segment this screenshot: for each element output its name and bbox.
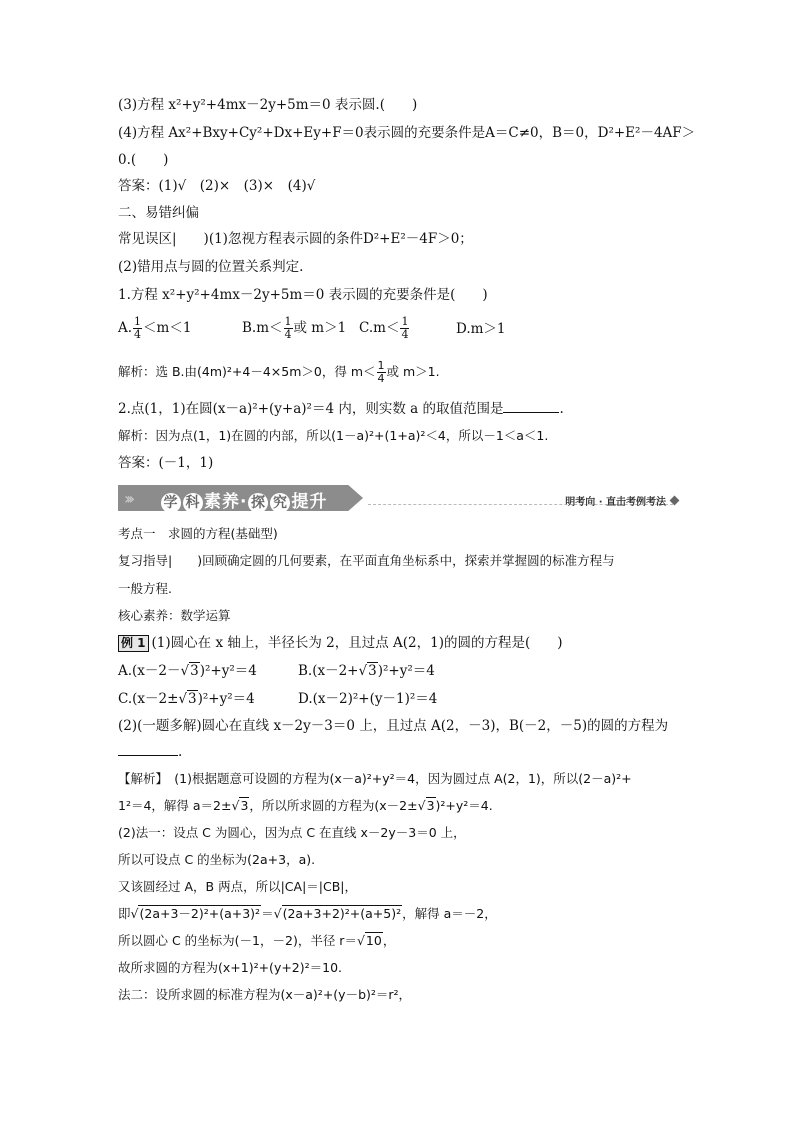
sqrt: √3 (358, 663, 377, 679)
answer-2: 答案：(－1，1) (118, 455, 214, 471)
example-option-c: C.(x－2±√3)²+y²＝4 (118, 691, 255, 707)
solution-2-step-3: 又该圆经过 A，B 两点，所以|CA|＝|CB|， (118, 879, 358, 894)
line-statement-4-cont: 0.( ) (118, 152, 169, 168)
banner-subtitle: 明考向 · 直击考例考法 (565, 497, 666, 508)
sqrt: √(2a+3－2)²+(a+3)² (130, 906, 261, 921)
example-1-part-2-blank: . (118, 743, 182, 761)
solution-2-step-5: 所以圆心 C 的坐标为(－1，－2)，半径 r＝√10， (118, 933, 396, 948)
common-mistakes-2: (2)错用点与圆的位置关系判定. (118, 259, 304, 275)
example-tag: 例 1 (118, 635, 149, 652)
question-2: 2.点(1，1)在圆(x－a)²+(y+a)²＝4 内，则实数 a 的取值范围是 . (118, 401, 564, 417)
line-statement-3: (3)方程 x²+y²+4mx－2y+5m＝0 表示圆.( ) (118, 97, 418, 113)
solution-2-method-2: 法二：设所求圆的标准方程为(x－a)²+(y－b)²＝r²， (118, 987, 412, 1002)
sqrt: √3 (180, 663, 199, 679)
sqrt: √10 (356, 933, 382, 948)
answer-blank (118, 743, 178, 756)
fraction: $\frac{1}{4}$ (284, 315, 292, 341)
core-literacy: 核心素养：数学运算 (118, 608, 231, 623)
question-1: 1.方程 x²+y²+4mx－2y+5m＝0 表示圆的充要条件是( ) (118, 287, 488, 303)
example-option-a: A.(x－2－√3)²+y²＝4 (118, 663, 257, 679)
review-guide: 复习指导| )回顾确定圆的几何要素，在平面直角坐标系中，探索并掌握圆的标准方程与 (118, 553, 615, 568)
sqrt: √3 (417, 798, 435, 813)
section-banner (118, 485, 678, 511)
solution-1-cont: 1²＝4，解得 a＝2±√3，所以所求圆的方程为(x－2±√3)²+y²＝4. (118, 798, 493, 813)
example-option-d: D.(x－2)²+(y－1)²＝4 (298, 691, 438, 707)
sqrt: √(2a+3+2)²+(a+5)² (273, 906, 402, 921)
section-heading: 二、易错纠偏 (118, 205, 199, 221)
line-statement-4: (4)方程 Ax²+Bxy+Cy²+Dx+Ey+F＝0表示圆的充要条件是A＝C≠0，B＝0，D²+E²－4AF＞ (118, 125, 696, 141)
option-a: A. $\frac{1}{4}$ ＜m＜1 (118, 315, 192, 341)
fraction: $\frac{1}{4}$ (377, 359, 385, 385)
sqrt: √3 (178, 691, 197, 707)
review-guide-cont: 一般方程. (118, 581, 172, 596)
solution-2-step-4: 即√(2a+3－2)²+(a+3)²＝√(2a+3+2)²+(a+5)²，解得 a＝－2， (118, 906, 497, 921)
fraction: $\frac{1}{4}$ (401, 315, 409, 341)
solution-1: 【解析】 (1)根据题意可设圆的方程为(x－a)²+y²＝4，因为圆过点 A(2，1)，所以(2－a)²+ (118, 771, 632, 786)
example-option-b: B.(x－2+√3)²+y²＝4 (298, 663, 435, 679)
option-b: B.m＜ $\frac{1}{4}$ 或 m＞1 (242, 315, 347, 341)
chevron-right-icon: ››› (124, 489, 132, 508)
exam-point-heading: 考点一 求圆的方程(基础型) (118, 526, 278, 541)
solution-2-step-2: 所以可设点 C 的坐标为(2a+3，a). (118, 852, 316, 867)
common-mistakes-1: 常见误区| )(1)忽视方程表示圆的条件D²+E²－4F＞0； (118, 231, 473, 247)
banner-title: 学 科 素养· 探 究 提升 (160, 487, 327, 513)
analysis-1: 解析：选 B.由(4m)²+4－4×5m＞0，得 m＜ $\frac{1}{4}$ 或 m＞1. (118, 359, 440, 385)
solution-2-step-6: 故所求圆的方程为(x+1)²+(y+2)²＝10. (118, 960, 343, 975)
option-c: C.m＜ $\frac{1}{4}$ (359, 315, 409, 341)
solution-2-method-1: (2)法一：设点 C 为圆心，因为点 C 在直线 x－2y－3＝0 上， (118, 825, 466, 840)
analysis-2: 解析：因为点(1，1)在圆的内部，所以(1－a)²+(1+a)²＜4，所以－1＜a＜1. (118, 428, 549, 443)
answer-line: 答案：(1)√ (2)× (3)× (4)√ (118, 178, 316, 194)
example-1-question: 例 1 (1)圆心在 x 轴上，半径长为 2，且过点 A(2，1)的圆的方程是( ) (118, 634, 563, 652)
answer-blank (503, 400, 559, 413)
example-1-part-2: (2)(一题多解)圆心在直线 x－2y－3＝0 上，且过点 A(2，－3)，B(－2，－5)的圆的方程为 (118, 718, 669, 734)
sqrt: √3 (231, 798, 249, 813)
fraction: $\frac{1}{4}$ (134, 315, 142, 341)
option-d: D.m＞1 (456, 321, 506, 337)
